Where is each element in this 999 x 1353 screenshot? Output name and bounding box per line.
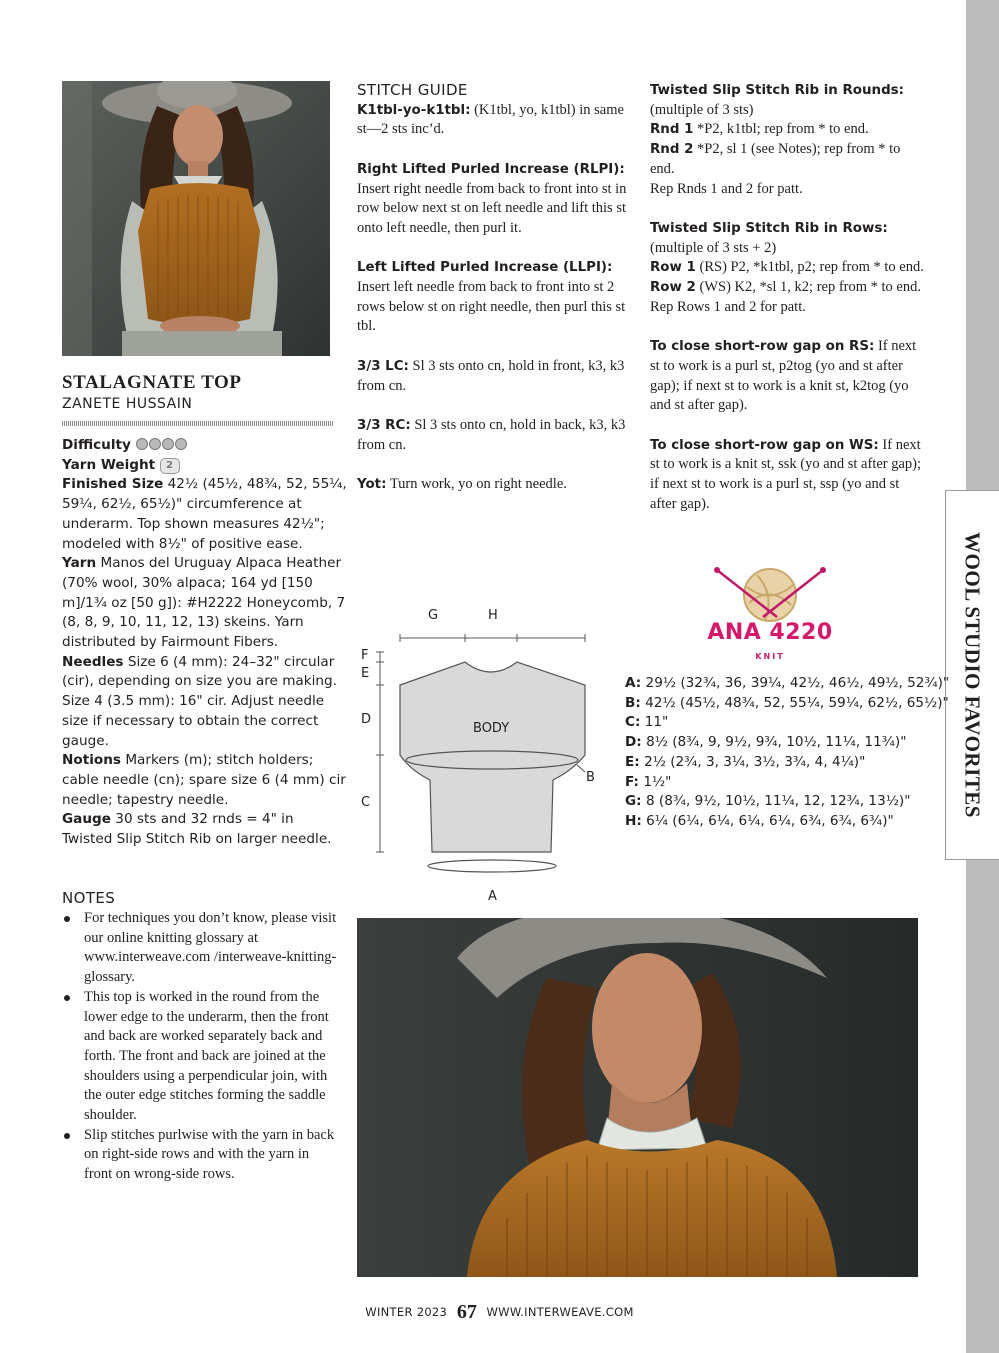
stitch-text: (K1tbl, yo, k1tbl) in same st—2 sts inc’d.	[357, 101, 624, 138]
rib-rounds-heading: Twisted Slip Stitch Rib in Rounds:	[650, 83, 904, 98]
gauge	[62, 810, 347, 849]
page-number: 67	[456, 1301, 477, 1323]
title-rule	[62, 421, 334, 426]
stitch-llpi	[357, 258, 627, 337]
stitch-text: Sl 3 sts onto cn, hold in back, k3, k3 from cn.	[357, 416, 626, 453]
measurement-value: 42½ (45½, 48¾, 52, 55¼, 59¼, 62½, 65½)"	[645, 694, 949, 711]
finished-size-label: Finished Size	[62, 476, 164, 493]
row2-label: Row 2	[650, 280, 696, 296]
needles-text: Size 6 (4 mm): 24–32" circular (cir), depending on size you are making. Size 4 (3.5 mm): 16" cir. Adjust needle size if necessary to obtain the correct gauge.	[62, 653, 337, 749]
schematic-label-g: G	[428, 608, 439, 623]
measurement-value: 8 (8¾, 9½, 10½, 11¼, 12, 12¾, 13½)"	[645, 793, 911, 810]
stitch-text: Insert left needle from back to front into st 2 rows below st on right needle, then purl this st tbl.	[357, 279, 626, 335]
stitch-rc	[357, 416, 627, 455]
measurement-label: C:	[625, 714, 641, 731]
schematic-label-d: D	[361, 712, 372, 727]
rib-rounds-repeat: Rep Rnds 1 and 2 for patt.	[650, 180, 803, 197]
difficulty-dot-icon	[149, 438, 161, 450]
short-row-ws-label: To close short-row gap on WS:	[650, 437, 879, 453]
footer-issue: WINTER 2023	[365, 1305, 448, 1319]
stitch-yot	[357, 475, 627, 495]
schematic-label-h: H	[488, 608, 498, 623]
logo-name: ANA 4220	[707, 620, 833, 645]
short-row-ws	[650, 436, 925, 515]
rib-rounds	[650, 81, 925, 199]
row2-text: (WS) K2, *sl 1, k2; rep from * to end.	[699, 279, 921, 296]
needles	[62, 653, 347, 752]
stitch-label: Right Lifted Purled Increase (RLPI):	[357, 161, 625, 177]
notions-text: Markers (m); stitch holders; cable needle (cn); spare size 6 (4 mm) cir needle; tapestry needle.	[62, 752, 346, 808]
pattern-specs	[62, 436, 347, 850]
measurement-value: 2½ (2¾, 3, 3¼, 3½, 3¾, 4, 4¼)"	[644, 753, 866, 770]
yarn-text: Manos del Uruguay Alpaca Heather (70% wool, 30% alpaca; 164 yd [150 m]/1¾ oz [50 g]): #H2222 Honeycomb, 7 (8, 8, 9, 10, 11, 12, 13) skeins. Yarn distributed by Fairmount Fibers.	[62, 555, 346, 651]
gauge-text: 30 sts and 32 rnds = 4" in Twisted Slip Stitch Rib on larger needle.	[62, 811, 332, 848]
measurement-value: 1½"	[643, 773, 672, 790]
difficulty-dot-icon	[162, 438, 174, 450]
measurement-row	[625, 713, 945, 733]
designer-name: ZANETE HUSSAIN	[62, 396, 193, 412]
note-item: For techniques you don’t know, please visit our online knitting glossary at www.interweave.com /interweave-knitting-glossary.	[62, 909, 337, 988]
schematic-label-b: B	[586, 770, 595, 785]
rib-rows-multiple: (multiple of 3 sts + 2)	[650, 239, 777, 256]
measurement-row	[625, 753, 945, 773]
difficulty-dot-icon	[175, 438, 187, 450]
measurement-row	[625, 812, 945, 832]
row1-label: Row 1	[650, 260, 696, 276]
rib-rows	[650, 219, 925, 318]
measurement-label: E:	[625, 753, 640, 770]
page-footer	[0, 1301, 999, 1324]
measurements-list	[625, 674, 950, 832]
rnd2-label: Rnd 2	[650, 142, 694, 158]
stitch-label: K1tbl-yo-k1tbl:	[357, 102, 471, 118]
notes-heading: NOTES	[62, 889, 116, 907]
short-row-rs-label: To close short-row gap on RS:	[650, 339, 875, 355]
measurement-label: G:	[625, 793, 642, 810]
model-photo-seated	[62, 81, 330, 356]
stitch-k1tbl	[357, 101, 627, 140]
measurement-label: B:	[625, 694, 641, 711]
measurement-row	[625, 733, 945, 753]
rnd2-text: *P2, sl 1 (see Notes); rep from * to end.	[650, 141, 901, 177]
stitch-guide	[357, 81, 627, 514]
measurement-value: 6¼ (6¼, 6¼, 6¼, 6¼, 6¾, 6¾, 6¾)"	[646, 812, 894, 829]
short-row-rs-text: If next st to work is a purl st, p2tog (yo and st after gap); if next st to work is a knit st, k2tog (yo and st after gap).	[650, 338, 917, 414]
stitch-label: 3/3 RC:	[357, 417, 411, 433]
schematic-label-c: C	[361, 795, 371, 810]
difficulty-dot-icon	[136, 438, 148, 450]
measurement-label: H:	[625, 812, 642, 829]
short-row-ws-text: If next st to work is a knit st, ssk (yo and st after gap); if next st to work is a purl st, ssp (yo and st after gap).	[650, 436, 922, 512]
yarn-weight-label: Yarn Weight	[62, 456, 156, 473]
stitch-rlpi	[357, 160, 627, 239]
yarn-label: Yarn	[62, 555, 97, 572]
measurement-value: 8½ (8¾, 9, 9½, 9¾, 10½, 11¼, 11¾)"	[646, 734, 907, 751]
logo-subtitle: KNIT	[755, 652, 785, 661]
gauge-label: Gauge	[62, 811, 111, 828]
measurement-label: D:	[625, 734, 642, 751]
stitch-label: 3/3 LC:	[357, 358, 409, 374]
stitch-text: Sl 3 sts onto cn, hold in front, k3, k3 from cn.	[357, 357, 625, 394]
body-schematic	[355, 600, 625, 910]
note-item: Slip stitches purlwise with the yarn in back on right-side rows and with the yarn in front on wrong-side rows.	[62, 1126, 337, 1185]
stitch-text: Turn work, yo on right needle.	[389, 475, 567, 492]
measurement-label: F:	[625, 773, 639, 790]
note-item: This top is worked in the round from the lower edge to the underarm, then the front and back are worked separately back and forth. The front and back are joined at the shoulders using a perpendicular join, with the outer edge stitches forming the saddle shoulder.	[62, 988, 337, 1126]
rnd1-label: Rnd 1	[650, 122, 694, 138]
row1-text: (RS) P2, *k1tbl, p2; rep from * to end.	[699, 259, 924, 276]
needles-label: Needles	[62, 653, 124, 670]
finished-size	[62, 475, 347, 554]
measurement-row	[625, 674, 950, 694]
yarn-ball-logo	[705, 565, 835, 665]
stitch-label: Left Lifted Purled Increase (LLPI):	[357, 260, 613, 276]
rnd1-text: *P2, k1tbl; rep from * to end.	[697, 121, 869, 138]
notes-list	[62, 909, 337, 1185]
measurement-row	[625, 694, 949, 714]
stitch-lc	[357, 357, 627, 396]
measurement-row	[625, 792, 945, 812]
measurement-value: 11"	[644, 714, 669, 731]
hem-circumference	[428, 860, 556, 872]
schematic-label-a: A	[488, 889, 497, 904]
stitch-guide-heading: STITCH GUIDE	[357, 81, 468, 99]
yarn	[62, 554, 347, 653]
pattern-title: STALAGNATE TOP	[62, 372, 242, 393]
stitch-label: Yot:	[357, 476, 387, 492]
stitch-text: Insert right needle from back to front into st in row below next st on left needle and lift this st onto left needle, then purl it.	[357, 180, 627, 236]
measurement-value: 29½ (32¾, 36, 39¼, 42½, 46½, 49½, 52¾)"	[645, 675, 950, 691]
schematic-label-e: E	[361, 666, 370, 681]
yarn-weight-icon: 2	[160, 458, 180, 474]
difficulty-label: Difficulty	[62, 437, 131, 453]
rib-rows-repeat: Rep Rows 1 and 2 for patt.	[650, 298, 806, 315]
section-tab-label: WOOL STUDIO FAVORITES	[960, 532, 985, 818]
short-row-rs	[650, 337, 925, 416]
rib-instructions	[650, 81, 925, 534]
model-photo-closeup	[357, 918, 918, 1277]
schematic-label-f: F	[361, 648, 369, 663]
difficulty-row	[62, 436, 347, 456]
body-outline	[400, 662, 585, 852]
notions-label: Notions	[62, 752, 121, 769]
footer-site: WWW.INTERWEAVE.COM	[486, 1305, 634, 1319]
notions	[62, 751, 347, 810]
measurement-row	[625, 773, 945, 793]
measurement-label: A:	[625, 675, 642, 691]
finished-size-text: 42½ (45½, 48¾, 52, 55¼, 59¼, 62½, 65½)" circumference at underarm. Top shown measures 42½"; modeled with 8½" of positive ease.	[62, 476, 347, 552]
rib-rows-heading: Twisted Slip Stitch Rib in Rows:	[650, 220, 888, 236]
yarn-weight-row	[62, 456, 347, 476]
schematic-body-label: BODY	[473, 721, 510, 736]
rib-rounds-multiple: (multiple of 3 sts)	[650, 101, 754, 118]
